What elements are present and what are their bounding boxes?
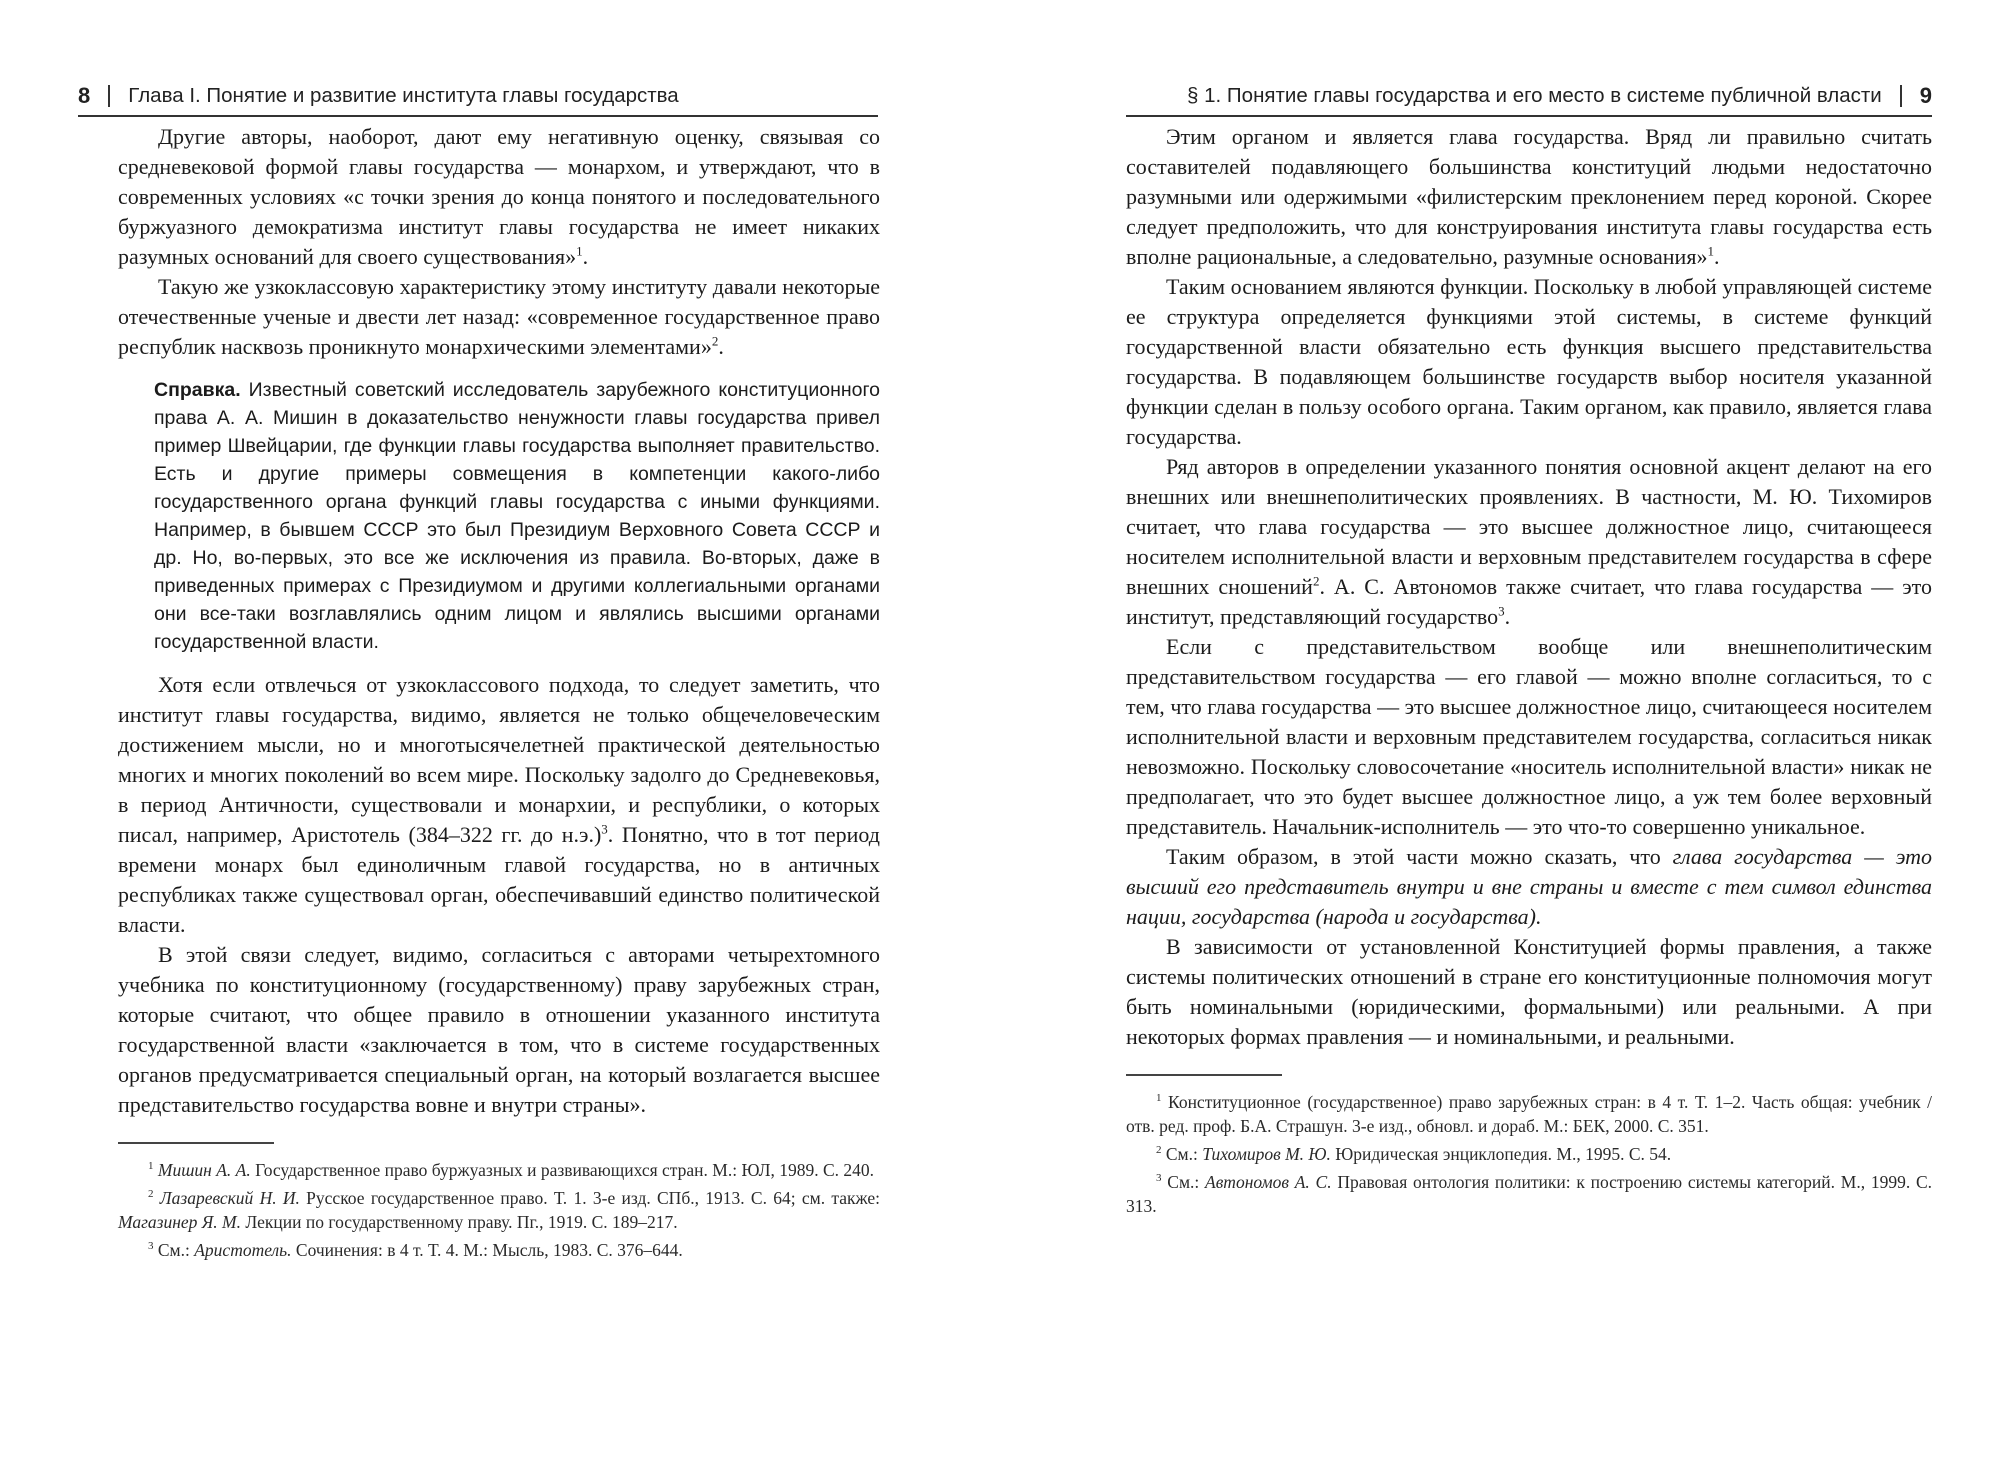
paragraph: Ряд авторов в определении указанного понятия основной акцент делают на его внешних или внешнеполитических проявлениях. В частности, М. Ю. Тихомиров считает, что глава государства — это высшее должностное лицо, считающееся носителем исполнительной власти и верховным представителем государства в сфере внешних сношений$^2$. А. С. Автономов также считает, что глава государства — это институт, представляющий государство$^3$. [1126,454,1932,629]
header-divider [108,85,110,107]
chapter-title: Глава I. Понятие и развитие института главы государства [128,84,679,107]
footnote: $^3$ См.: Аристотель. Сочинения: в 4 т. Т. 4. М.: Мысль, 1983. С. 376–644. [148,1239,683,1260]
paragraph: Этим органом и является глава государства. Вряд ли правильно считать составителей подавляющего большинства конституций людьми недостаточно разумными или одержимыми «филистерским преклонением перед короной. Скорее следует предположить, что для конструирования института главы государства есть вполне рациональные, а следовательно, разумные основания»$^1$. [1126,124,1932,269]
paragraph: Другие авторы, наоборот, дают ему негативную оценку, связывая со средневековой формой главы государства — монархом, и утверждают, что в современных условиях «с точки зрения до конца понятого и последовательного буржуазного демократизма институт главы государства не имеет никаких разумных оснований для своего существования»$^1$. [118,124,880,269]
paragraph: Хотя если отвлечься от узкоклассового подхода, то следует заметить, что институт главы государства, видимо, является не только общечеловеческим достижением мысли, но и многотысячелетней практической деятельностью многих и многих поколений во всем мире. Поскольку задолго до Средневековья, в период Античности, существовали и монархии, и республики, о которых писал, например, Аристотель (384–322 гг. до н.э.)$^3$. Понятно, что в тот период времени монарх был единоличным главой государства, но в античных республиках также существовал орган, обеспечивавший единство политической власти. [118,672,880,937]
reference-label: Справка. [154,379,241,401]
section-title: § 1. Понятие главы государства и его место в системе публичной власти [1187,84,1882,107]
footnote: $^1$ Мишин А. А. Государственное право буржуазных и развивающихся стран. М.: ЮЛ, 1989. С. 240. [148,1159,875,1180]
footnote-rule [118,1142,274,1144]
footnote: $^3$ См.: Автономов А. С. Правовая онтология политики: к построению системы категорий. М., 1999. С. 313. [1126,1171,1933,1216]
page-number: 9 [1919,83,1932,108]
running-head-right [1126,78,1932,114]
footnote: $^1$ Конституционное (государственное) право зарубежных стран: в 4 т. Т. 1–2. Часть общая: учебник / отв. ред. проф. Б.А. Страшун. 3-е изд., обновл. и дораб. М.: БЕК, 2000. С. 351. [1126,1091,1933,1136]
paragraph: Такую же узкоклассовую характеристику этому институту давали некоторые отечественные ученые и двести лет назад: «современное государственное право республик насквозь проникнуто монархическими элементами»$^2$. [118,274,880,359]
definition-italic: глава государства — это высший его представитель внутри и вне страны и вместе с тем символ единства нации, государства (народа и государства). [1126,844,1932,929]
page-body [118,122,880,1266]
footnote: $^2$ См.: Тихомиров М. Ю. Юридическая энциклопедия. М., 1995. С. 54. [1156,1143,1672,1164]
footnote: $^2$ Лазаревский Н. И. Русское государственное право. Т. 1. 3-е изд. СПб., 1913. С. 64; см. также: Магазинер Я. М. Лекции по государственному праву. Пг., 1919. С. 189–217. [118,1187,880,1232]
running-head-left [78,78,878,114]
page-number: 8 [78,83,91,108]
paragraph: В этой связи следует, видимо, согласиться с авторами четырехтомного учебника по конституционному (государственному) праву зарубежных стран, которые считают, что общее правило в отношении указанного института государственной власти «заключается в том, что в системе государственных органов предусматривается специальный орган, на который возлагается высшее представительство государства вовне и внутри страны». [118,942,880,1117]
reference-text: Известный советский исследователь зарубежного конституционного права А. А. Мишин в доказательство ненужности главы государства привел пример Швейцарии, где функции главы государства выполняет правительство. Есть и другие примеры совмещения в компетенции какого-либо государственного органа функций главы государства с иными функциями. Например, в бывшем СССР это был Президиум Верховного Совета СССР и др. Но, во-первых, это все же исключения из правила. Во-вторых, даже в приведенных примерах с Президиумом и другими коллегиальными органами они все-таки возглавлялись одним лицом и являлись высшими органами государственной власти. [154,379,880,653]
header-rule [78,115,878,117]
header-divider [1900,85,1902,107]
paragraph: Если с представительством вообще или внешнеполитическим представительством государства — его главой — можно вполне согласиться, то с тем, что глава государства — это высшее должностное лицо, считающееся носителем исполнительной власти и верховным представителем государства, согласиться никак невозможно. Поскольку словосочетание «носитель исполнительной власти» никак не предполагает, что это будет высшее должностное лицо, а уж тем более верховный представитель. Начальник-исполнитель — это что-то совершенно уникальное. [1126,634,1932,839]
page-body [1126,122,1932,1222]
reference-box [154,376,880,656]
right-page [1000,0,2000,1474]
paragraph: В зависимости от установленной Конституцией формы правления, а также системы политических отношений в стране его конституционные полномочия могут быть номинальными (юридическими, формальными) или реальными. А при некоторых формах правления — и номинальными, и реальными. [1126,934,1932,1049]
header-rule [1126,115,1932,117]
footnote-rule [1126,1074,1282,1076]
paragraph: Таким образом, в этой части можно сказать, что глава государства — это высший его представитель внутри и вне страны и вместе с тем символ единства нации, государства (народа и государства). [1126,844,1932,929]
paragraph: Таким основанием являются функции. Поскольку в любой управляющей системе ее структура определяется функциями этой системы, в системе функций государственной власти обязательно есть функция высшего представительства государства. В подавляющем большинстве государств выбор носителя указанной функции сделан в пользу особого органа. Таким органом, как правило, является глава государства. [1126,274,1932,449]
